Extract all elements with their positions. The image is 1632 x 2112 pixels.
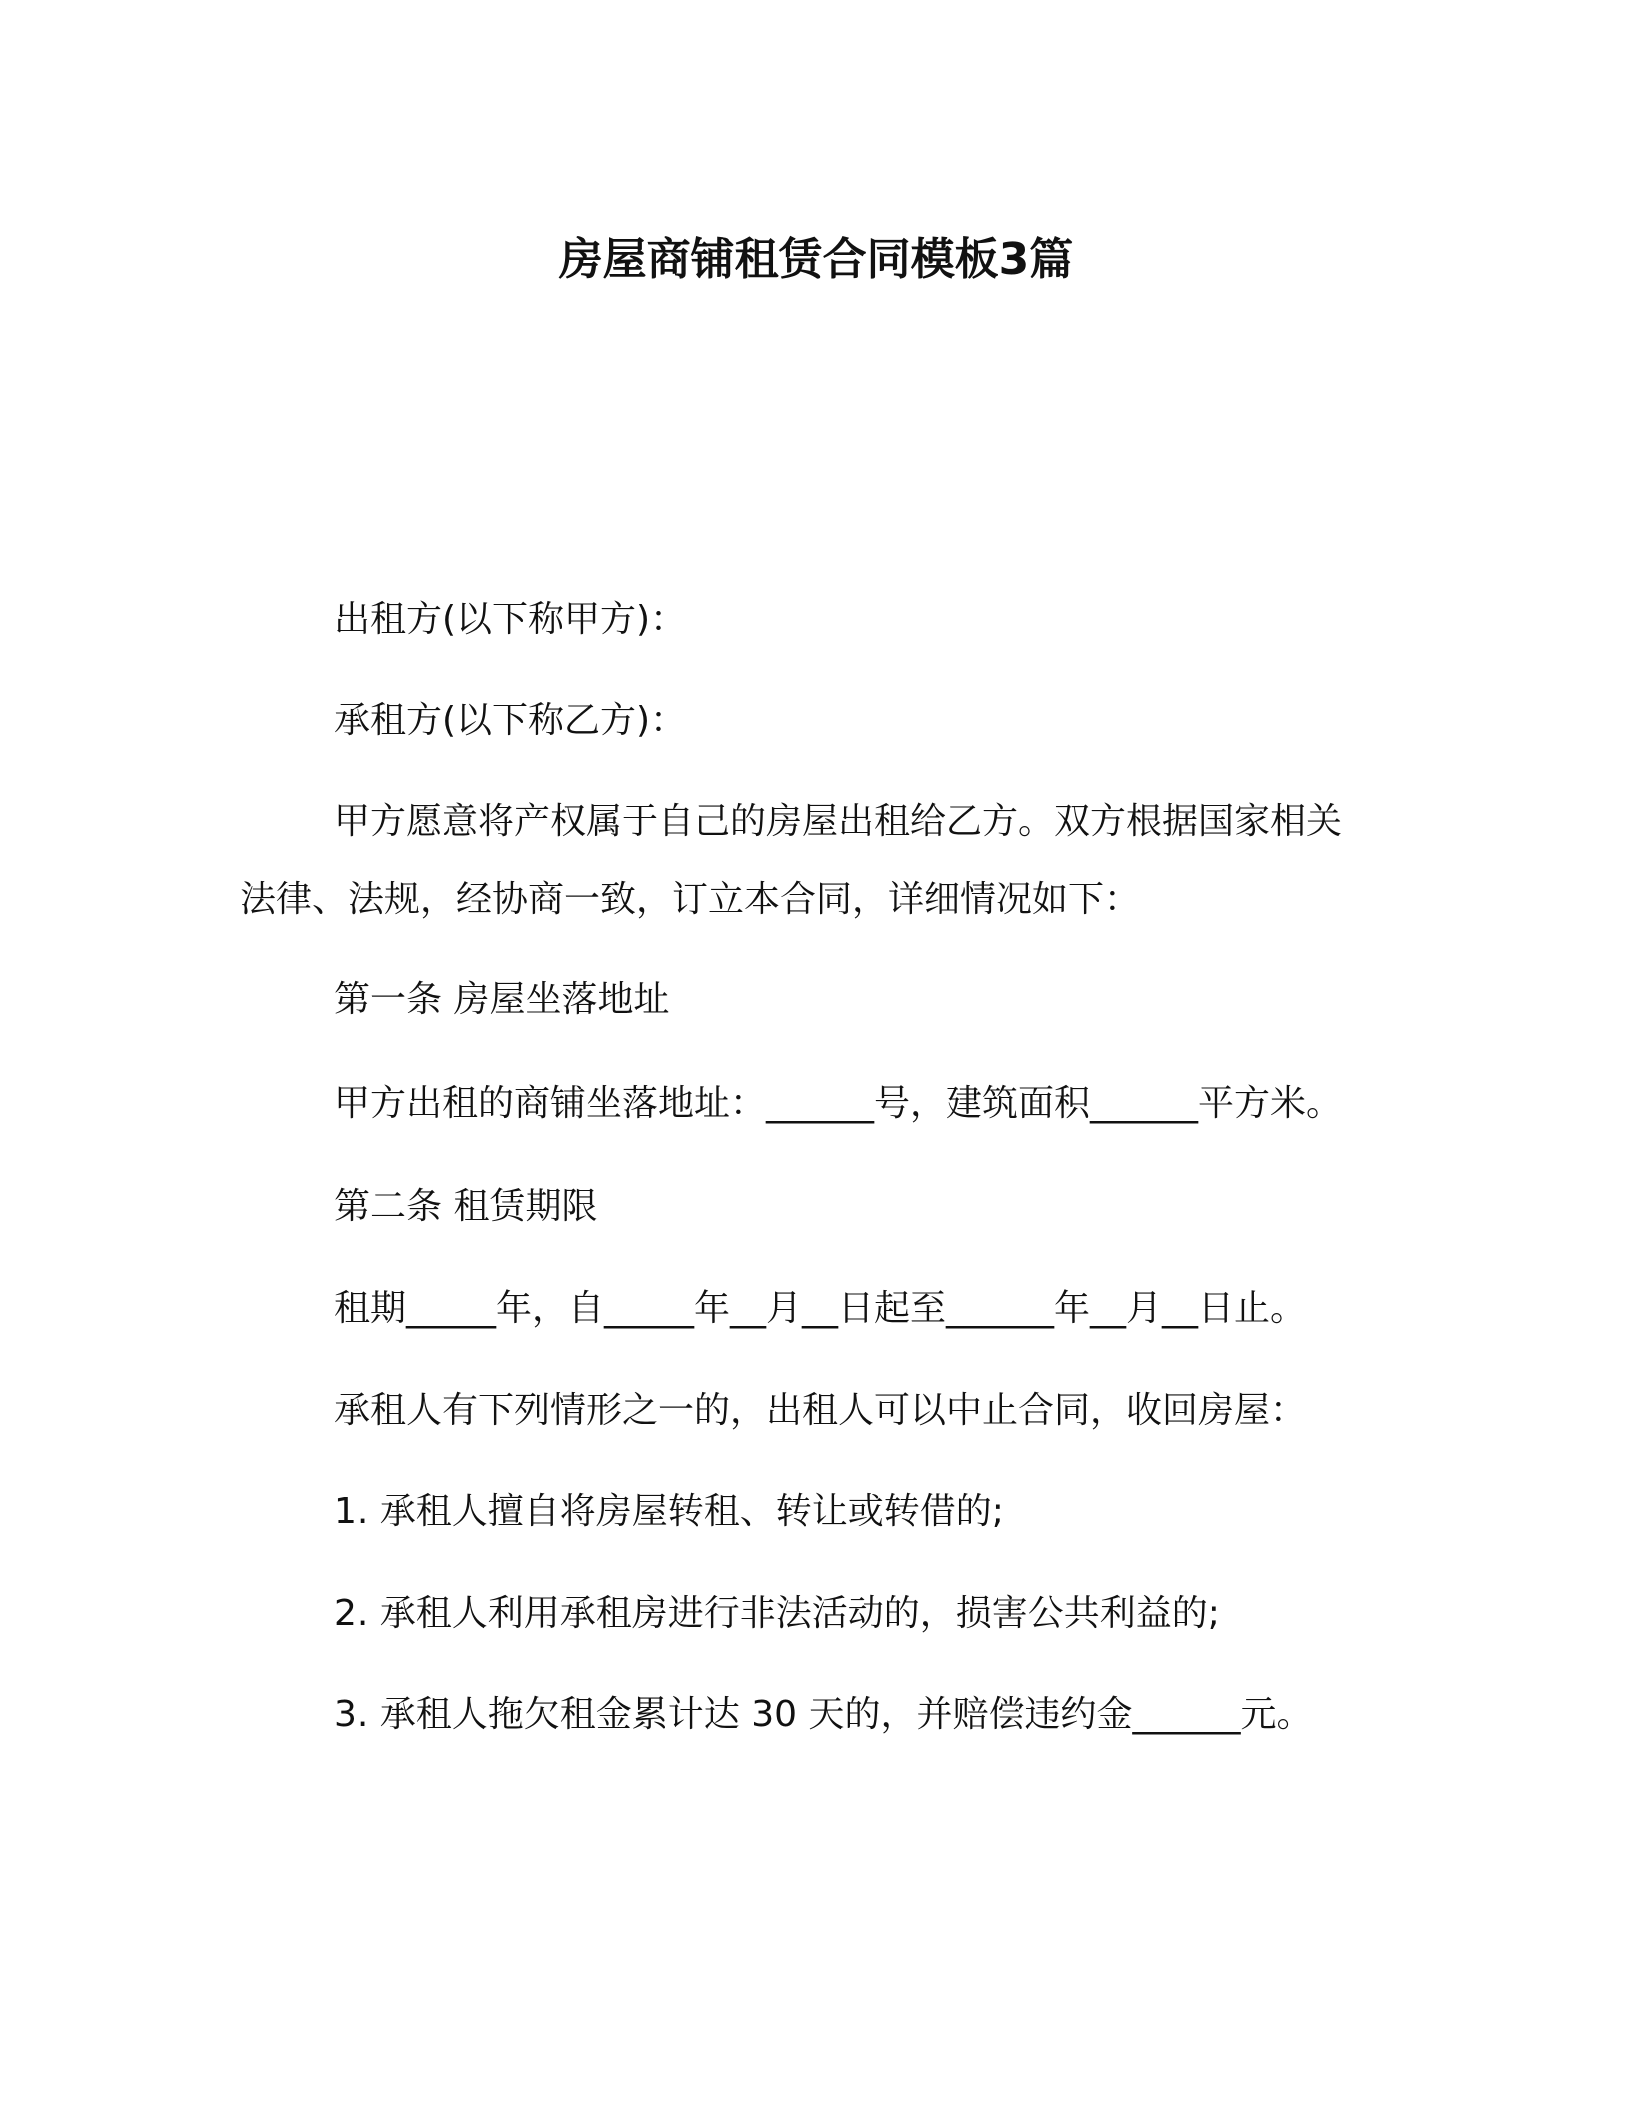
lessee-line: 承租方(以下称乙方)： [334,700,687,741]
condition-2-line: 2. 承租人利用承租房进行非法活动的，损害公共利益的; [334,1593,1220,1634]
condition-1-line: 1. 承租人擅自将房屋转租、转让或转借的; [334,1491,1004,1532]
condition-3-line: 3. 承租人拖欠租金累计达 30 天的，并赔偿违约金______元。 [334,1694,1313,1735]
intro-paragraph-line-2: 法律、法规，经协商一致，订立本合同，详细情况如下： [240,879,1141,920]
termination-conditions-line: 承租人有下列情形之一的，出租人可以中止合同，收回房屋： [334,1390,1307,1431]
lease-term-line: 租期_____年，自_____年__月__日起至______年__月__日止。 [334,1288,1307,1329]
article-1-heading: 第一条 房屋坐落地址 [334,979,670,1020]
article-2-heading: 第二条 租赁期限 [334,1186,598,1227]
address-line: 甲方出租的商铺坐落地址：______号，建筑面积______平方米。 [334,1083,1343,1124]
lessor-line: 出租方(以下称甲方)： [334,599,687,640]
intro-paragraph-line-1: 甲方愿意将产权属于自己的房屋出租给乙方。双方根据国家相关 [334,801,1343,842]
document-title: 房屋商铺租赁合同模板3篇 [558,234,1074,285]
